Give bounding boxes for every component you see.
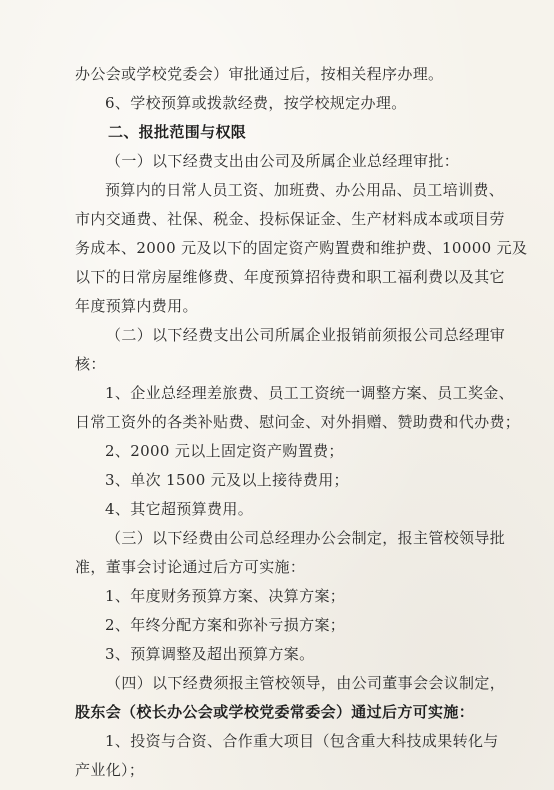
text-line-16: 4、其它超预算费用。: [105, 500, 254, 518]
text-line-9: 年度预算内费用。: [75, 297, 198, 315]
text-line-13: 日常工资外的各类补贴费、慰问金、对外捐赠、赞助费和代办费；: [75, 413, 521, 431]
subsection-heading-1: （一）以下经费支出由公司及所属企业总经理审批：: [106, 152, 460, 170]
text-line-18: 准，董事会讨论通过后方可实施：: [75, 558, 306, 576]
subsection-heading-2: （二）以下经费支出公司所属企业报销前须报公司总经理审: [106, 326, 506, 344]
subsection-heading-4: （四）以下经费须报主管校领导，由公司董事会会议制定，: [106, 674, 506, 692]
text-line-23: 股东会（校长办公会或学校党委常委会）通过后方可实施：: [75, 703, 475, 721]
text-line-19: 1、年度财务预算方案、决算方案；: [105, 587, 346, 605]
text-line-6: 市内交通费、社保、税金、投标保证金、生产材料成本或项目劳: [75, 210, 505, 228]
text-line-1: 办公会或学校党委会）审批通过后，按相关程序办理。: [75, 65, 444, 83]
text-line-11: 核：: [75, 355, 106, 373]
text-line-7: 务成本、2000 元及以下的固定资产购置费和维护费、10000 元及: [75, 239, 528, 257]
section-heading: 二、报批范围与权限: [108, 123, 247, 141]
text-line-20: 2、年终分配方案和弥补亏损方案；: [105, 616, 346, 634]
text-line-24: 1、投资与合资、合作重大项目（包含重大科技成果转化与: [105, 732, 499, 750]
text-line-12: 1、企业总经理差旅费、员工工资统一调整方案、员工奖金、: [105, 384, 514, 402]
text-line-21: 3、预算调整及超出预算方案。: [105, 645, 315, 663]
subsection-heading-3: （三）以下经费由公司总经理办公会制定，报主管校领导批: [106, 529, 506, 547]
text-line-8: 以下的日常房屋维修费、年度预算招待费和职工福利费以及其它: [75, 268, 505, 286]
text-line-15: 3、单次 1500 元及以上接待费用；: [105, 471, 349, 489]
text-line-25: 产业化）；: [75, 761, 145, 779]
text-line-5: 预算内的日常人员工资、加班费、办公用品、员工培训费、: [105, 181, 505, 199]
text-line-2: 6、学校预算或拨款经费，按学校规定办理。: [105, 94, 407, 112]
text-line-14: 2、2000 元以上固定资产购置费；: [105, 442, 344, 460]
